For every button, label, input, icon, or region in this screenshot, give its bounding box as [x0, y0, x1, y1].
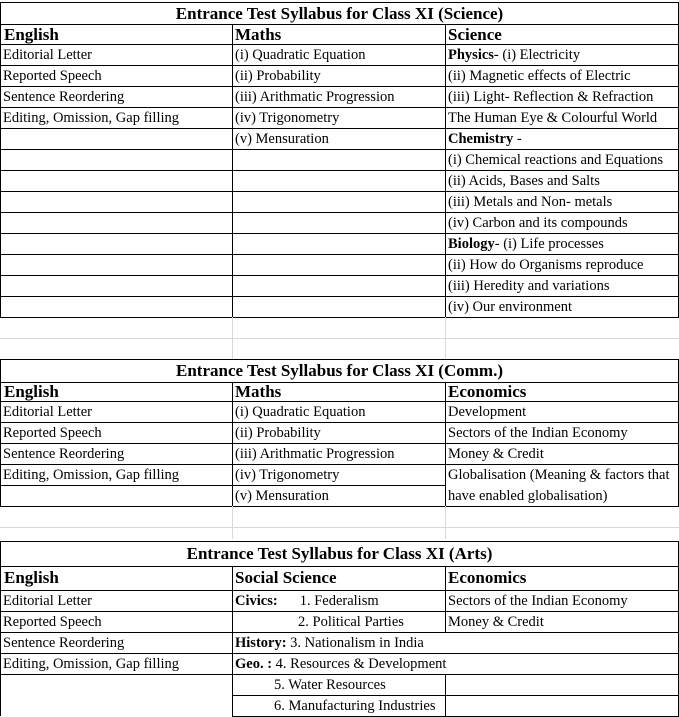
column-divider [445, 382, 446, 506]
social-science-topic [274, 696, 435, 716]
topic-text: The Human Eye & Colourful World [448, 110, 658, 126]
column-header-english: English [4, 382, 59, 401]
column-header-economics: Economics [448, 568, 527, 587]
science-topic [448, 87, 653, 107]
english-topic: Editorial Letter [3, 593, 92, 609]
science-topic [448, 255, 643, 275]
economics-topic: Development [448, 404, 527, 420]
section-title-arts: Entrance Test Syllabus for Class XI (Arts) [186, 544, 493, 563]
row-divider [0, 296, 679, 297]
science-topic [448, 171, 600, 191]
english-topic: Editorial Letter [3, 47, 92, 63]
row-divider [0, 506, 679, 507]
title-row-divider [0, 566, 679, 567]
science-topic [448, 129, 522, 149]
topic-text: (iii) Light- Reflection & Refraction [448, 89, 654, 105]
topic-label: Biology [448, 236, 495, 252]
topic-text: (ii) How do Organisms reproduce [448, 257, 644, 273]
column-header-english: English [4, 25, 59, 44]
economics-topic: Money & Credit [448, 446, 544, 462]
topic-text: - (i) Electricity [493, 47, 581, 63]
column-header-maths: Maths [235, 382, 282, 401]
table-left-border [0, 541, 1, 716]
english-topic: Sentence Reordering [3, 635, 125, 651]
english-topic: Editorial Letter [3, 404, 92, 420]
topic-text: 4. Resources & Development [272, 656, 447, 672]
economics-topic: Sectors of the Indian Economy [448, 593, 628, 609]
science-topic [448, 45, 580, 65]
topic-text: - (i) Life processes [494, 236, 604, 252]
social-science-topic [298, 612, 404, 632]
science-topic [448, 150, 663, 170]
title-row-divider [0, 382, 679, 383]
science-topic [448, 234, 604, 254]
topic-text: (iv) Our environment [448, 299, 573, 315]
maths-topic: (iv) Trigonometry [235, 110, 340, 126]
topic-text: 2. Political Parties [298, 614, 404, 630]
english-topic: Reported Speech [3, 425, 102, 441]
column-divider [445, 674, 446, 716]
social-science-topic [235, 591, 379, 611]
topic-label: Geo. : [235, 656, 273, 672]
english-topic: Sentence Reordering [3, 446, 125, 462]
social-science-topic [274, 675, 386, 695]
economics-topic: Sectors of the Indian Economy [448, 425, 628, 441]
table-top-border [0, 2, 679, 3]
science-topic [448, 108, 657, 128]
social-science-topic [235, 633, 424, 653]
maths-topic: (v) Mensuration [235, 131, 329, 147]
gridline [232, 506, 233, 539]
column-divider [232, 24, 233, 317]
science-topic [448, 276, 609, 296]
english-topic: Reported Speech [3, 614, 102, 630]
topic-text: (i) Chemical reactions and Equations [448, 152, 664, 168]
science-topic [448, 66, 631, 86]
table-top-border [0, 359, 679, 360]
english-topic: Reported Speech [3, 68, 102, 84]
topic-text: (ii) Acids, Bases and Salts [448, 173, 600, 189]
section-title-science: Entrance Test Syllabus for Class XI (Science) [175, 4, 504, 23]
gridline [0, 527, 679, 528]
topic-text: - [513, 131, 522, 147]
maths-topic: (i) Quadratic Equation [235, 47, 366, 63]
english-topic: Sentence Reordering [3, 89, 125, 105]
english-topic: Editing, Omission, Gap filling [3, 656, 180, 672]
row-divider [0, 128, 679, 129]
maths-topic: (iii) Arithmatic Progression [235, 446, 395, 462]
science-topic [448, 213, 628, 233]
column-divider [232, 566, 233, 716]
column-divider [445, 24, 446, 317]
topic-label: Civics: [235, 593, 278, 609]
economics-topic: Globalisation (Meaning & factors that [448, 467, 670, 483]
table-left-border [0, 2, 1, 317]
column-divider [232, 382, 233, 506]
gridline [232, 317, 233, 359]
topic-text: 5. Water Resources [274, 677, 386, 693]
gridline [445, 506, 446, 539]
economics-topic: have enabled globalisation) [448, 488, 608, 504]
column-header-economics: Economics [448, 382, 527, 401]
topic-text: (iii) Heredity and variations [448, 278, 610, 294]
topic-text: 3. Nationalism in India [286, 635, 424, 651]
maths-topic: (v) Mensuration [235, 488, 329, 504]
topic-text: (ii) Magnetic effects of Electric [448, 68, 631, 84]
column-divider [445, 566, 446, 632]
topic-text: (iii) Metals and Non- metals [448, 194, 613, 210]
gridline [0, 338, 679, 339]
topic-text: (iv) Carbon and its compounds [448, 215, 628, 231]
economics-topic: Money & Credit [448, 614, 544, 630]
table-left-border [0, 359, 1, 506]
maths-topic: (iii) Arithmatic Progression [235, 89, 395, 105]
section-title-commerce: Entrance Test Syllabus for Class XI (Comm.) [176, 361, 503, 380]
column-header-maths: Maths [235, 25, 282, 44]
maths-topic: (iv) Trigonometry [235, 467, 340, 483]
column-header-science: Science [448, 25, 502, 44]
table-top-border [0, 541, 679, 542]
science-topic [448, 192, 612, 212]
column-header-social-science: Social Science [235, 568, 337, 587]
english-topic: Editing, Omission, Gap filling [3, 467, 180, 483]
topic-label: History: [235, 635, 287, 651]
row-divider [0, 317, 679, 318]
social-science-topic [235, 654, 446, 674]
topic-text: 6. Manufacturing Industries [274, 698, 436, 714]
topic-text: 1. Federalism [299, 593, 379, 609]
topic-label: Physics [448, 47, 494, 63]
column-header-english: English [4, 568, 59, 587]
english-topic: Editing, Omission, Gap filling [3, 110, 180, 126]
title-row-divider [0, 24, 679, 25]
maths-topic: (i) Quadratic Equation [235, 404, 366, 420]
maths-topic: (ii) Probability [235, 68, 321, 84]
topic-label: Chemistry [448, 131, 514, 147]
row-divider [0, 485, 445, 486]
maths-topic: (ii) Probability [235, 425, 321, 441]
science-topic [448, 297, 572, 317]
gridline [445, 317, 446, 359]
